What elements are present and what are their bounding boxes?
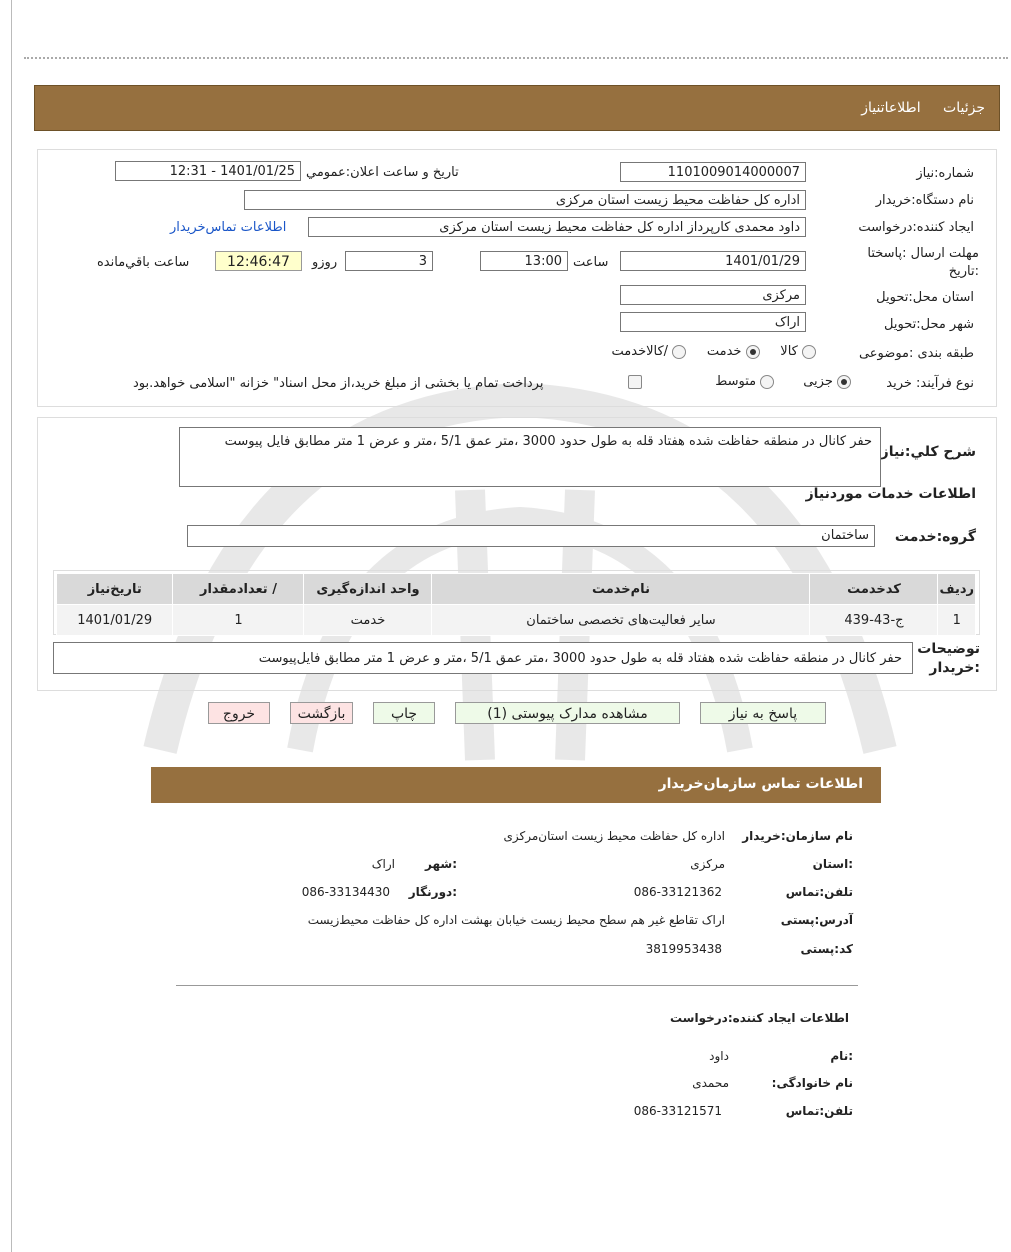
requester-name-label: :نام	[830, 1049, 853, 1063]
process-radio-group	[715, 374, 851, 389]
exit-button[interactable]: خروج	[208, 702, 270, 724]
buyer-notes-label-2: :خریدار	[929, 660, 980, 676]
time-label: ساعت	[573, 255, 609, 270]
org-label: نام سازمان:خریدار	[742, 829, 853, 843]
radio-service[interactable]	[746, 345, 760, 359]
announce-label: تاریخ و ساعت اعلان:عمومي	[306, 165, 459, 180]
requester-phone-label: تلفن:تماس	[785, 1104, 853, 1118]
contact-city-value: اراک	[371, 857, 395, 871]
category-radio-group	[612, 344, 816, 359]
table-header-row	[57, 574, 976, 605]
contact-phone-value: 086-33121362	[633, 885, 722, 899]
col-name: نام‌خدمت	[432, 574, 810, 605]
cell-code: ج-43-439	[810, 605, 938, 636]
col-qty: / تعدادمقدار	[173, 574, 304, 605]
back-button[interactable]: بازگشت	[290, 702, 353, 724]
buyer-notes-text: حفر کانال در منطقه حفاظت شده هفتاد قله به طول حدود 3000 ،متر عمق 5/1 ،متر و عرض 1 متر مطابق فایل‌پیوست	[53, 642, 913, 674]
description-label: شرح کلي:نیاز	[880, 444, 976, 460]
announce-field: 1401/01/25 - 12:31	[115, 161, 301, 181]
radio-service-label: خدمت	[706, 344, 742, 359]
contact-province-value: مرکزی	[690, 857, 725, 871]
cell-qty: 1	[173, 605, 304, 636]
address-label: آدرس:پستی	[780, 913, 853, 927]
radio-partial-label: جزیی	[803, 374, 833, 389]
service-group-field: ساختمان	[187, 525, 875, 547]
deadline-date-field: 1401/01/29	[620, 251, 806, 271]
description-text: حفر کانال در منطقه حفاظت شده هفتاد قله به طول حدود 3000 ،متر عمق 5/1 ،متر و عرض 1 متر مطابق فایل پیوست	[179, 427, 881, 487]
postal-value: 3819953438	[645, 942, 722, 956]
process-label: نوع فرآیند: خرید	[886, 376, 974, 391]
services-title: اطلاعات خدمات موردنیاز	[805, 486, 976, 502]
remaining-time-field: 12:46:47	[215, 251, 302, 271]
deadline-label-2: :تاریخ	[948, 264, 979, 279]
deadline-label: مهلت ارسال :پاسختا	[867, 246, 979, 261]
postal-label: کد:پستی	[800, 942, 853, 956]
buyer-contact-link[interactable]: اطلاعات تماس‌خریدار	[170, 220, 287, 235]
radio-goods-label: کالا	[780, 344, 798, 359]
page-header	[34, 85, 1000, 131]
need-number-field: 1101009014000007	[620, 162, 806, 182]
radio-medium[interactable]	[760, 375, 774, 389]
buyer-field: اداره کل حفاظت محیط زیست استان مرکزی	[244, 190, 806, 210]
service-group-label: گروه:خدمت	[894, 529, 976, 545]
city-field: اراک	[620, 312, 806, 332]
left-border-line	[11, 0, 12, 1252]
col-code: کدخدمت	[810, 574, 938, 605]
radio-goods[interactable]	[802, 345, 816, 359]
requester-family-label: نام خانوادگی:	[771, 1076, 853, 1090]
creator-label: ایجاد کننده:درخواست	[858, 220, 974, 235]
cell-row: 1	[938, 605, 976, 636]
province-label: استان محل:تحویل	[876, 290, 974, 305]
contact-section-title: اطلاعات تماس سازمان‌خریدار	[658, 776, 863, 792]
services-table	[56, 573, 976, 636]
requester-name-value: داود	[709, 1049, 729, 1063]
table-row	[57, 605, 976, 636]
col-date: تاریخ‌نیاز	[57, 574, 173, 605]
address-value: اراک تقاطع غیر هم سطح محیط زیست خیابان بهشت اداره کل حفاظت محیط‌زیست	[307, 913, 725, 927]
requester-phone-value: 086-33121571	[633, 1104, 722, 1118]
reply-button[interactable]: پاسخ به نیاز	[700, 702, 826, 724]
attachments-button[interactable]: مشاهده مدارک پیوستی (1)	[455, 702, 680, 724]
creator-field: داود محمدی کارپرداز اداره کل حفاظت محیط زیست استان مرکزی	[308, 217, 806, 237]
info-panel	[37, 149, 997, 407]
cell-name: سایر فعالیت‌های تخصصی ساختمان	[432, 605, 810, 636]
radio-medium-label: متوسط	[715, 374, 757, 389]
radio-partial[interactable]	[837, 375, 851, 389]
fax-value: 086-33134430	[301, 885, 390, 899]
days-field: 3	[345, 251, 433, 271]
cell-date: 1401/01/29	[57, 605, 173, 636]
requester-family-value: محمدی	[692, 1076, 729, 1090]
contact-section-header	[151, 767, 881, 803]
contact-city-label: :شهر	[425, 857, 457, 871]
contact-divider	[176, 985, 858, 986]
deadline-time-field: 13:00	[480, 251, 568, 271]
remaining-label: ساعت باقي‌مانده	[97, 255, 190, 270]
contact-province-label: :استان	[812, 857, 853, 871]
radio-goods-service-label: /کالاخدمت	[611, 344, 669, 359]
payment-checkbox[interactable]	[628, 375, 642, 389]
buyer-notes-label: توضیحات	[917, 641, 980, 657]
print-button[interactable]: چاپ	[373, 702, 435, 724]
col-row: ردیف	[938, 574, 976, 605]
province-field: مرکزی	[620, 285, 806, 305]
tab-need-info[interactable]: اطلاعاتنیاز	[861, 100, 921, 116]
requester-title: اطلاعات ایجاد کننده:درخواست	[669, 1011, 849, 1025]
contact-phone-label: تلفن:تماس	[785, 885, 853, 899]
payment-note: پرداخت تمام یا بخشی از مبلغ خرید،از محل اسناد" خزانه "اسلامی خواهد.بود	[133, 376, 544, 391]
cell-unit: خدمت	[304, 605, 432, 636]
col-unit: واحد اندازه‌گیری	[304, 574, 432, 605]
radio-goods-service[interactable]	[672, 345, 686, 359]
days-label: روزو	[312, 255, 338, 270]
fax-label: :دورنگار	[408, 885, 457, 899]
dotted-divider	[24, 57, 1008, 59]
buyer-label: نام دستگاه:خریدار	[875, 193, 974, 208]
city-label: شهر محل:تحویل	[884, 317, 974, 332]
tab-details[interactable]: جزئیات	[943, 100, 985, 116]
category-label: طبقه بندی :موضوعی	[858, 346, 974, 361]
need-number-label: شماره:نیاز	[916, 166, 974, 181]
org-value: اداره کل حفاظت محیط زیست استان‌مرکزی	[503, 829, 725, 843]
